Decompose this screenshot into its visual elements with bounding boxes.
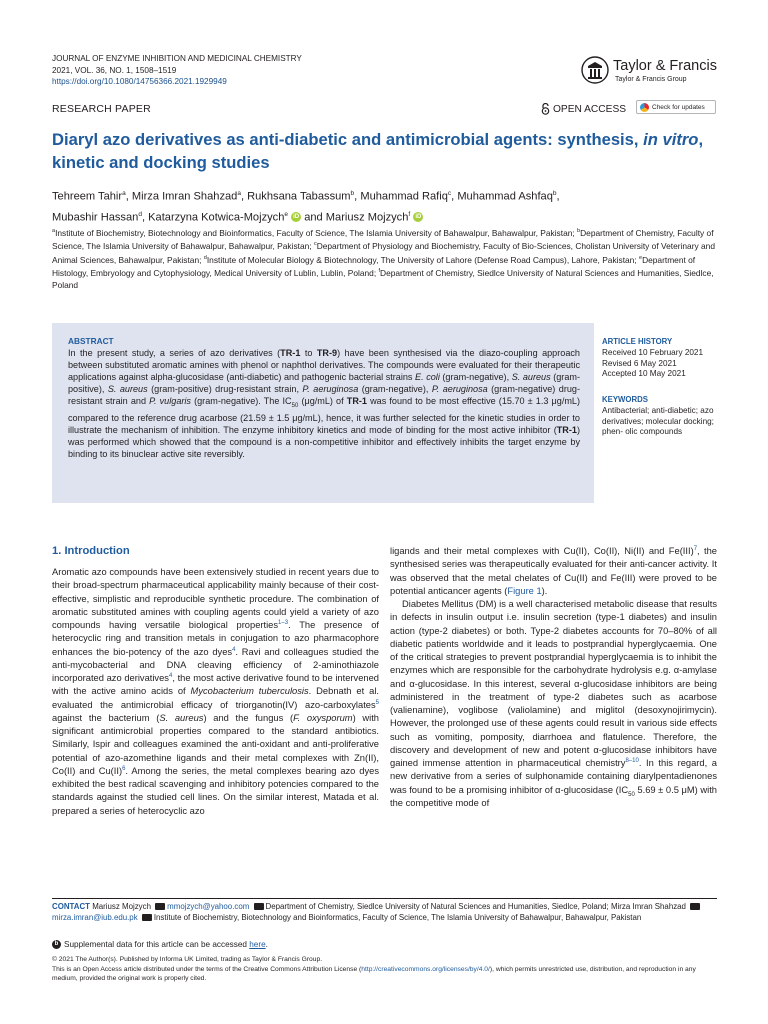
paper-title bbox=[52, 128, 717, 174]
affiliation: Department of Histology, Embryology and Cytophysiology, Medical University of Lublin, Lublin, Poland; bbox=[52, 254, 696, 278]
affil-sup: f bbox=[378, 268, 381, 275]
license-line-end: ), which permits unrestricted use, distribution, and reproduction in any medium, provided the original work is properly cited. bbox=[52, 965, 696, 983]
author[interactable]: Tehreem Tahir bbox=[52, 190, 123, 203]
crossmark-icon bbox=[640, 103, 649, 112]
license-url[interactable]: http://creativecommons.org/licenses/by/4.0/ bbox=[361, 965, 490, 973]
affiliation: Department of Chemistry, Faculty of Science, The Islamia University of Bahawalpur, Bahawalpur, Pakistan; bbox=[52, 227, 714, 252]
abstract-heading: ABSTRACT bbox=[68, 336, 114, 346]
license-text bbox=[52, 955, 717, 984]
received-date: Received 10 February 2021 bbox=[602, 347, 704, 357]
publisher-logo[interactable] bbox=[581, 54, 716, 88]
author-sup: b bbox=[350, 190, 355, 197]
keywords-heading: KEYWORDS bbox=[602, 395, 648, 404]
affil-sup: a bbox=[52, 228, 56, 234]
title-part2: , kinetic and docking studies bbox=[52, 130, 704, 172]
affiliation: Institute of Biochemistry, Biotechnology and Bioinformatics, Faculty of Science, The Islamia University of Bahawalpur, Bahawalpur, Pakistan; bbox=[55, 227, 578, 238]
supplemental-note bbox=[52, 940, 268, 949]
affil-sup: d bbox=[203, 254, 207, 261]
check-for-updates-label: Check for updates bbox=[652, 103, 705, 111]
copyright-line: © 2021 The Author(s). Published by Informa UK Limited, trading as Taylor & Francis Group. bbox=[52, 956, 323, 963]
accepted-date: Accepted 10 May 2021 bbox=[602, 369, 686, 379]
title-part1: Diaryl azo derivatives as anti-diabetic and antimicrobial agents: synthesis, bbox=[52, 130, 644, 149]
author-sup: f bbox=[408, 210, 411, 218]
supplemental-link[interactable]: here bbox=[249, 940, 266, 949]
open-access-label: OPEN ACCESS bbox=[553, 103, 627, 115]
author[interactable]: Mirza Imran Shahzad bbox=[131, 190, 238, 203]
affil-sup: e bbox=[639, 254, 643, 261]
affiliation: Department of Physiology and Biochemistry, Faculty of Bio-Sciences, Cholistan University of Veterinary and Animal Sciences, Bahawalpur, Pakistan; bbox=[52, 241, 715, 265]
abstract-text: In the present study, a series of azo derivatives (TR-1 to TR-9) have been synthesised via the diazo-coupling approach between substituted aromatic amines with phenol or naphthol derivatives. The compounds were evaluated for their therapeutic applications against alpha-glucosidase (anti-diabetic) and pathogenic bacterial strains E. coli (gram-negative), S. aureus (gram-positive), S. aureus (gram-positive) drug-resistant strain, P. aeruginosa (gram-negative), P. aeruginosa (gram-negative) drug-resistant strain and P. vulgaris (gram-negative). The $IC_{50}$ (μg/mL) of TR-1 was found to be most effective (15.70 ± 1.3 μg/mL) compared to the reference drug acarbose (21.59 ± 1.5 μg/mL), hence, it was further selected for the kinetic studies in order to illustrate the mechanism of inhibition. The enzyme inhibitory kinetics and mode of binding for the most active inhibitor (TR-1) was performed which showed that the compound is a non-competitive inhibitor and effectively inhibits the target enzyme by binding to its binuclear active site reversibly. bbox=[68, 348, 581, 460]
author-sup: a bbox=[122, 190, 126, 197]
keywords bbox=[602, 395, 722, 438]
contact-label: CONTACT bbox=[52, 902, 90, 911]
revised-date: Revised 6 May 2021 bbox=[602, 358, 677, 368]
contact-name: Mariusz Mojzych bbox=[92, 902, 151, 911]
affiliation: Institute of Molecular Biology & Biotechnology, The University of Lahore (Defense Road Campus), Lahore, Pakistan; bbox=[206, 254, 639, 265]
publisher-name: Taylor & Francis bbox=[613, 58, 717, 74]
email-link[interactable]: mirza.imran@iub.edu.pk bbox=[52, 912, 138, 922]
contact-info bbox=[52, 902, 717, 924]
contact-dept: Department of Chemistry, Siedlce University of Natural Sciences and Humanities, Siedlce, Poland; Mirza Imran Shahzad bbox=[265, 902, 686, 911]
affil-sup: b bbox=[577, 228, 581, 234]
article-history-heading: ARTICLE HISTORY bbox=[602, 337, 673, 346]
affiliation: Department of Chemistry, Siedlce University of Natural Sciences and Humanities, Siedlce, Poland bbox=[52, 267, 714, 290]
open-lock-icon bbox=[541, 103, 550, 115]
footer-divider bbox=[52, 898, 717, 899]
keywords-text: Antibacterial; anti-diabetic; azo derivatives; molecular docking; phen- olic compounds bbox=[602, 405, 714, 437]
affiliations bbox=[52, 226, 720, 291]
intro-heading: 1. Introduction bbox=[52, 545, 130, 557]
author-sup: d bbox=[138, 210, 142, 218]
open-access-badge bbox=[541, 103, 626, 115]
article-history bbox=[602, 337, 722, 380]
check-for-updates-button[interactable] bbox=[636, 100, 716, 114]
tf-logo-icon bbox=[581, 56, 609, 84]
supplemental-icon: b bbox=[52, 940, 61, 949]
supplemental-text: Supplemental data for this article can be accessed bbox=[64, 940, 250, 949]
author[interactable]: Muhammad Rafiq bbox=[360, 190, 448, 203]
author-sup: c bbox=[447, 190, 452, 197]
title-italic: in vitro bbox=[643, 130, 699, 149]
author-list: Tehreem Tahir$^a$, Mirza Imran Shahzad$^a$, Rukhsana Tabassum$^b$, Muhammad Rafiq$^c$, Muhammad Ashfaq$^b$, Mubashir Hassan$^d$, Katarzyna Kotwica-Mojzych$^e$ iD and Mariusz Mojzych$^f$ iD bbox=[52, 190, 560, 224]
author[interactable]: Katarzyna Kotwica-Mojzych bbox=[148, 211, 285, 224]
author[interactable]: Muhammad Ashfaq bbox=[457, 190, 553, 203]
journal-volume: 2021, VOL. 36, NO. 1, 1508–1519 bbox=[52, 65, 177, 75]
address-icon bbox=[142, 914, 152, 921]
email-icon bbox=[155, 903, 165, 910]
orcid-icon[interactable]: iD bbox=[293, 214, 300, 221]
author-sup: e bbox=[284, 210, 289, 218]
paper-type: RESEARCH PAPER bbox=[52, 103, 151, 115]
right-column: ligands and their metal complexes with Cu(II), Co(II), Ni(II) and Fe(III)$^7$, the synthesised series was therapeutically evaluated for their anti-cancer activity. It was observed that the metal chelates of Cu(II) and Fe(III) were proved to be potential anticancer agents (Figure 1). Diabetes Mellitus (DM) is a well characterised metabolic disease that results in defects in insulin output i.e. insulin secretion (type-1 diabetes) and insulin action (type-2 diabetes) or both. Type-2 diabetes accounts for 70–80% of all diabetic patients worldwide and it leads to postprandial hyperglycaemia. One of the critical strategies to prevent postprandial hyperglycaemia is to inhibit the enzymes which are responsible for the carbohydrate hydrolysis e.g. α-amylase and α-glucosidase. In this interest, several α-glucosidase inhibitors are being administered in the treatment of type-2 diabetes such as acarbose (valienamine), voglibose (valiolamine) and miglitol (desoxynojirimycin). However, the prolonged use of these agents could result in various side effects such as vomiting, pomposity, diarrhoea and flatulence. Therefore, the discovery and development of new and potent α-glucosidase inhibitors have gained immense attention in pharmaceutical chemistry$^{8-10}$. In this regard, a new derivative from a series of sulphonamide containing diarylpentadienones was found to be a promising inhibitor of α-glucosidase ($IC_{50}$ 5.69 ± 0.5 μM) with the competitive mode of bbox=[390, 545, 717, 808]
author[interactable]: Mubashir Hassan bbox=[52, 211, 139, 224]
affil-sup: c bbox=[313, 241, 317, 248]
author-sup: b bbox=[552, 190, 557, 197]
author[interactable]: Rukhsana Tabassum bbox=[247, 190, 351, 203]
doi-link[interactable]: https://doi.org/10.1080/14756366.2021.1929949 bbox=[52, 77, 227, 86]
orcid-icon[interactable]: iD bbox=[415, 214, 422, 221]
email-link[interactable]: mmojzych@yahoo.com bbox=[167, 902, 250, 911]
email-icon bbox=[690, 903, 700, 910]
license-line: This is an Open Access article distributed under the terms of the Creative Commons Attribution License ( bbox=[52, 965, 362, 973]
left-column: Aromatic azo compounds have been extensively studied in recent years due to their broad-spectrum pharmaceutical applicability mainly because of their cost-effective, simplistic and reproducible synthetic procedure. The combination of aromatic substituted amines with coupling agents could yield a variety of azo compounds having versatile biological properties$^{1-3}$. The presence of heterocyclic ring and transition metals in conjugation to azo pharmacophore enhances the bio-potency of the azo dyes$^4$. Ravi and colleagues studied the anti-mycobacterial and DNA cleaving efficiency of 2-aminothiazole incorporated azo derivatives$^4$, the most active derivative found to be intervened with the active amino acids of Mycobacterium tuberculosis. Debnath et al. evaluated the antimicrobial efficacy of triorganotin(IV) azo-carboxylates$^5$ against the bacterium (S. aureus) and the fungus (F. oxysporum) with significant antimicrobial properties compared to the standard antibiotics. Similarly, Ispir and colleagues examined the anti-oxidant and anti-proliferative potential of azo-azomethine ligands and their metal complexes with Zn(II), Co(II) and Cu(II)$^6$. Among the series, the metal complexes bearing azo dyes exhibited the best radical scavenging and inhibitory potencies compared to the standards against the studied cell lines. On the similar interest, Matada et al. prepared a series of heterocyclic azo bbox=[52, 567, 379, 816]
supplemental-end: . bbox=[265, 940, 268, 949]
contact-dept: Institute of Biochemistry, Biotechnology and Bioinformatics, Faculty of Science, The Islamia University of Bahawalpur, Bahawalpur, Pakistan bbox=[153, 912, 642, 922]
publisher-group: Taylor & Francis Group bbox=[615, 76, 687, 83]
journal-name: JOURNAL OF ENZYME INHIBITION AND MEDICINAL CHEMISTRY bbox=[52, 54, 302, 63]
author-sup: a bbox=[237, 190, 241, 197]
author[interactable]: Mariusz Mojzych bbox=[325, 211, 409, 224]
address-icon bbox=[254, 903, 264, 910]
journal-meta bbox=[52, 53, 302, 88]
